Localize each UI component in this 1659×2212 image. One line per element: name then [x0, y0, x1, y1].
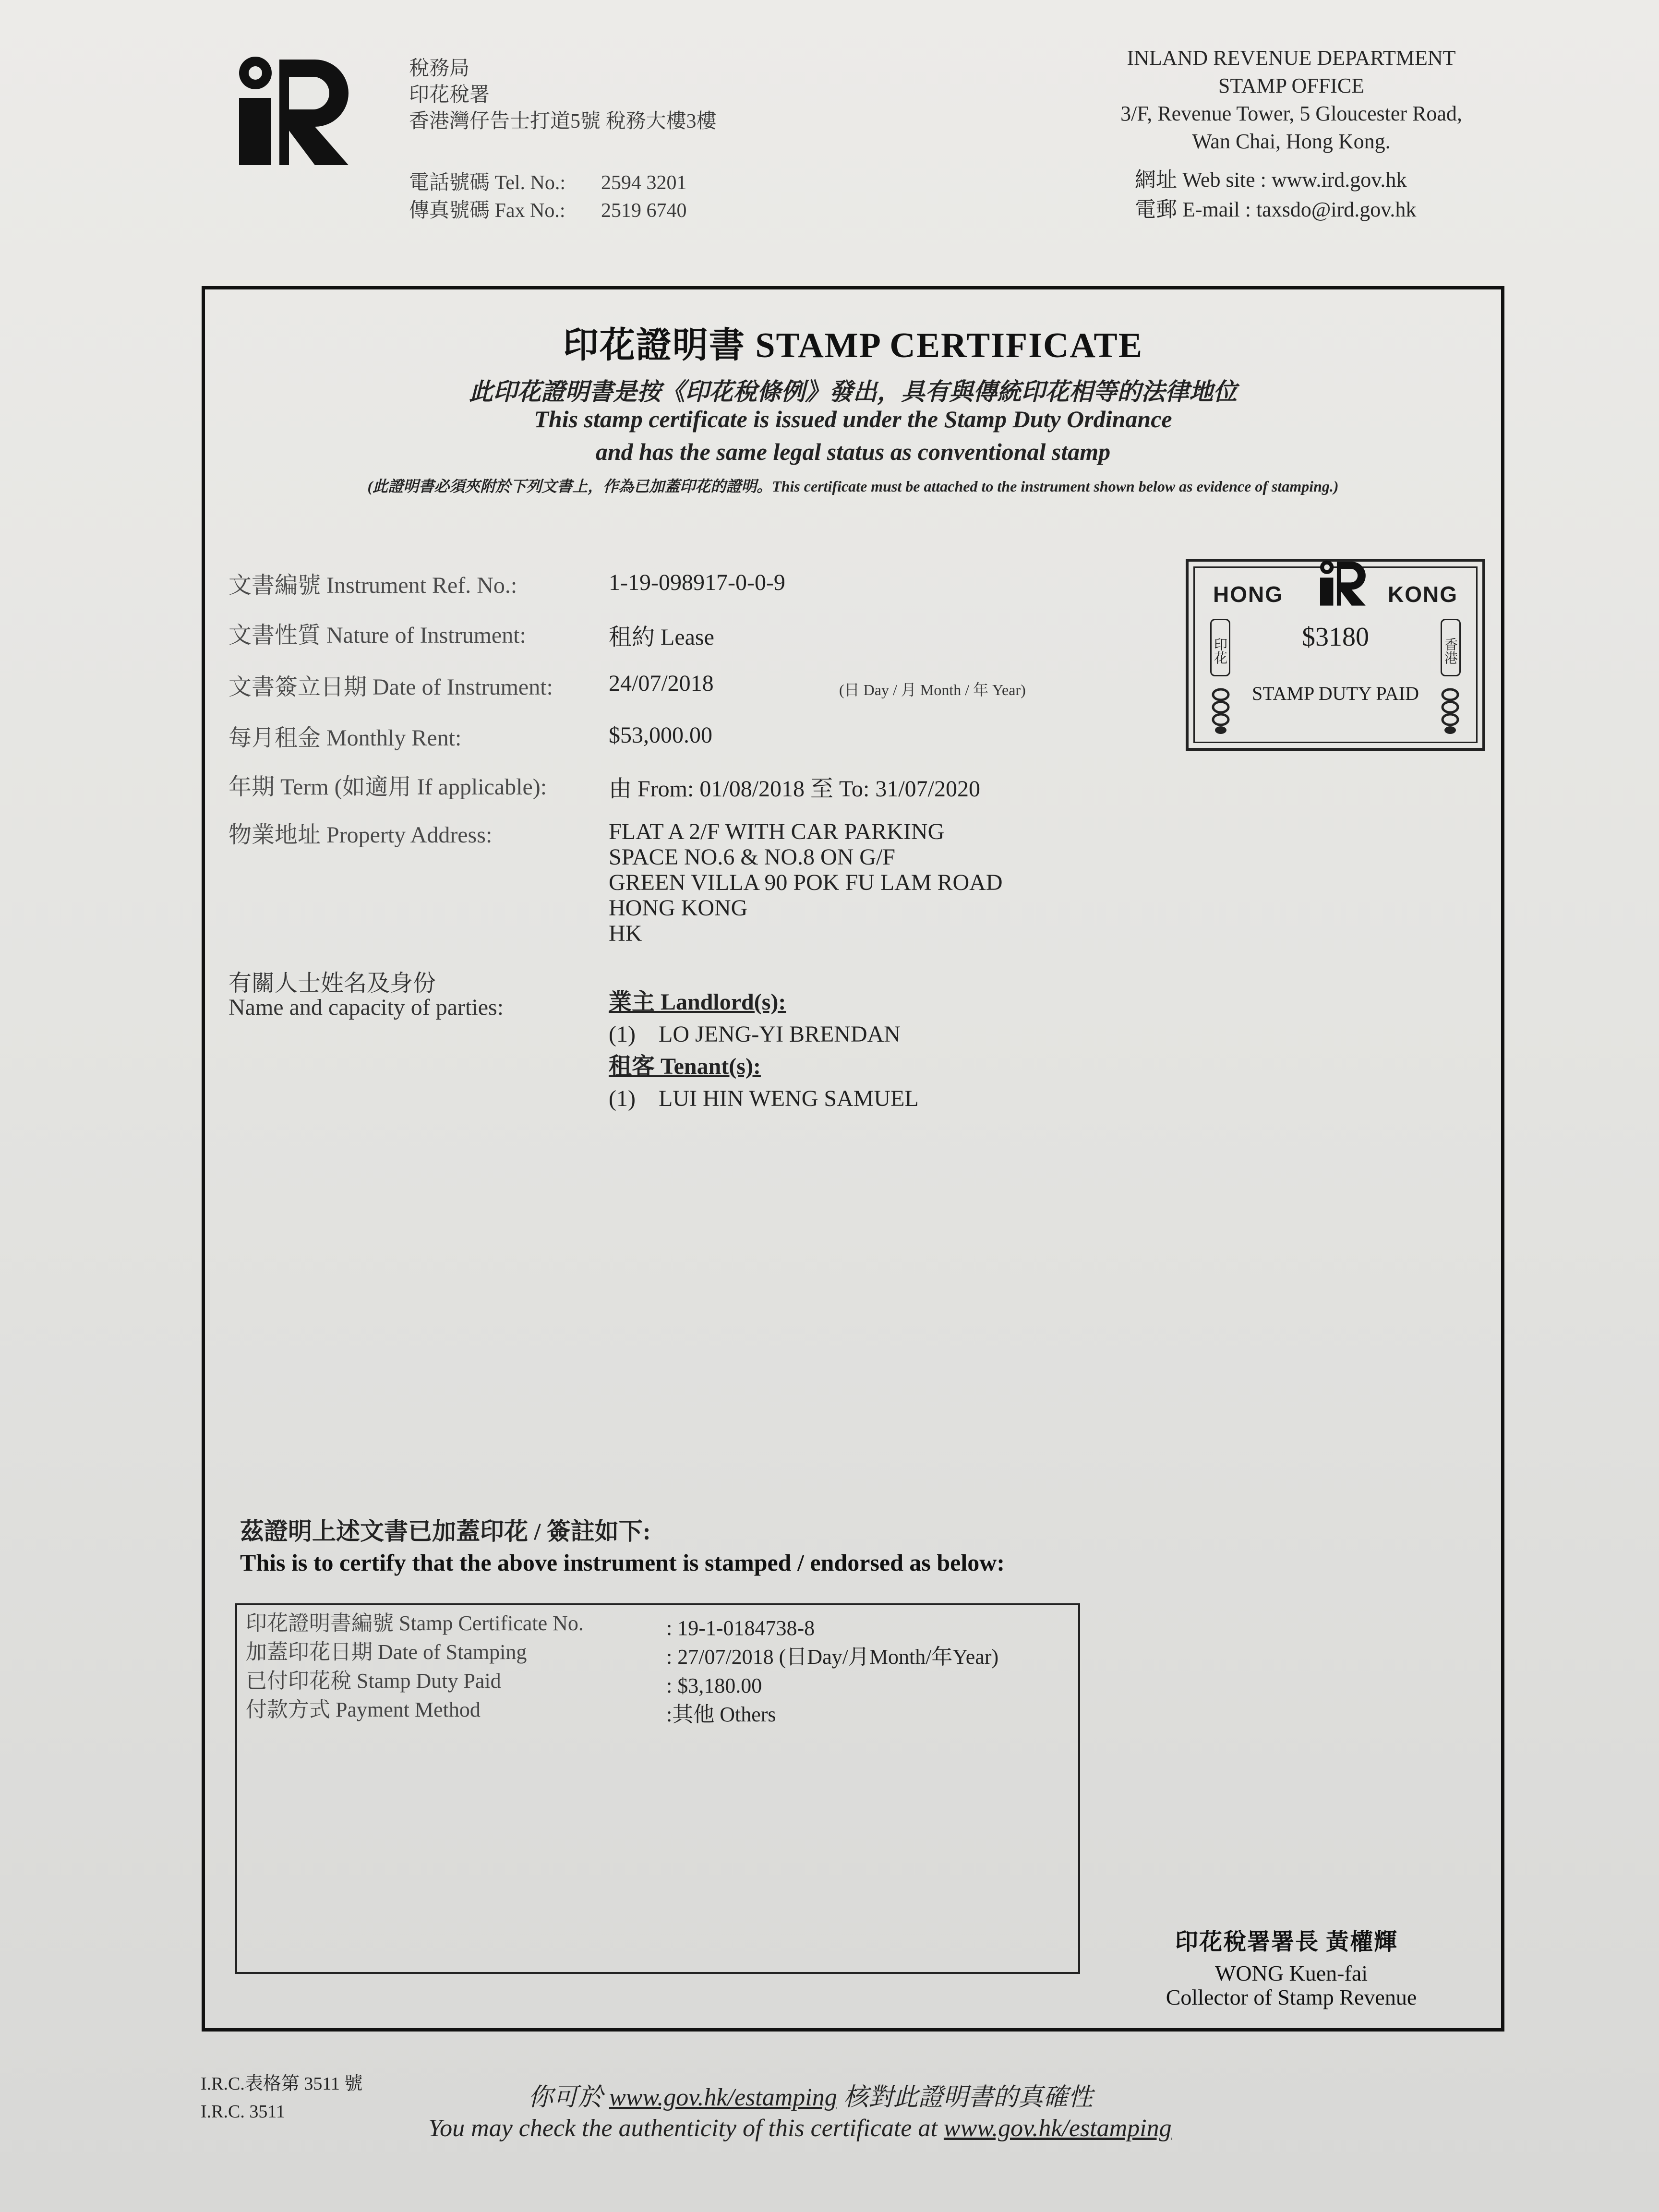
- verify-cn-pre: 你可於: [528, 2084, 610, 2111]
- header-en-line: Wan Chai, Hong Kong.: [1192, 130, 1391, 153]
- signatory-title: Collector of Stamp Revenue: [1166, 1985, 1417, 2009]
- subtitle-cn: 此印花證明書是按《印花稅條例》發出，具有與傳統印花相等的法律地位: [469, 378, 1237, 405]
- stamp-duty-paid-stamp: [1186, 559, 1485, 751]
- signatory-name: WONG Kuen-fai: [1214, 1961, 1368, 1985]
- ird-logo: [233, 54, 353, 169]
- header-cn-address: [409, 56, 717, 135]
- landlord-entry: [609, 1018, 919, 1050]
- stamp-ornament-right: [1441, 688, 1460, 736]
- form-number-cn: I.R.C.表格第 3511 號: [201, 2074, 363, 2094]
- tenant-heading: 租客 Tenant(s):: [609, 1054, 761, 1079]
- landlord-heading: 業主 Landlord(s):: [609, 989, 786, 1015]
- header-en-line: 3/F, Revenue Tower, 5 Gloucester Road,: [1120, 102, 1462, 125]
- fax-value: 2519 6740: [601, 200, 687, 222]
- certify-statement-cn: 茲證明上述文書已加蓋印花 / 簽註如下:: [240, 1518, 651, 1545]
- term-value: 由 From: 01/08/2018 至 To: 31/07/2020: [609, 776, 981, 802]
- parties-label-en: Name and capacity of parties:: [228, 995, 504, 1020]
- form-number-en: I.R.C. 3511: [201, 2102, 285, 2122]
- stamp-paid-text: STAMP DUTY PAID: [1252, 683, 1419, 704]
- header-contact: [409, 169, 687, 225]
- tel-value: 2594 3201: [601, 172, 687, 194]
- ref-label: 文書編號 Instrument Ref. No.:: [228, 573, 517, 598]
- header-en-line: INLAND REVENUE DEPARTMENT: [1127, 46, 1456, 70]
- email: 電郵 E-mail : taxsdo@ird.gov.hk: [1135, 198, 1417, 221]
- certificate-title: 印花證明書 STAMP CERTIFICATE: [563, 326, 1143, 365]
- address-line: SPACE NO.6 & NO.8 ON G/F: [609, 844, 895, 870]
- website: 網址 Web site : www.ird.gov.hk: [1135, 168, 1407, 192]
- estamping-link-en[interactable]: www.gov.hk/estamping: [943, 2115, 1172, 2142]
- address-line: HK: [609, 921, 642, 946]
- stamp-amount: $3180: [1302, 622, 1369, 652]
- subtitle-en-2: and has the same legal status as conventional stamp: [595, 438, 1111, 465]
- tenant-entry: [609, 1082, 919, 1115]
- duty-paid-label: 已付印花稅 Stamp Duty Paid: [246, 1669, 501, 1693]
- nature-label: 文書性質 Nature of Instrument:: [228, 623, 526, 648]
- header-en-line: STAMP OFFICE: [1218, 74, 1365, 97]
- fax-label: 傳真號碼 Fax No.:: [409, 200, 565, 222]
- verify-en-pre: You may check the authenticity of this certificate at: [428, 2115, 944, 2142]
- header-cn-line: 香港灣仔告士打道5號 稅務大樓3樓: [409, 110, 717, 132]
- landlord-number: (1): [609, 1022, 636, 1047]
- signatory-cn: 印花稅署署長 黃權輝: [1175, 1929, 1398, 1955]
- estamping-link-cn[interactable]: www.gov.hk/estamping: [609, 2084, 837, 2111]
- address-label: 物業地址 Property Address:: [228, 822, 493, 848]
- stamp-hong: HONG: [1213, 582, 1283, 607]
- payment-method-value: :其他 Others: [666, 1703, 776, 1726]
- subtitle-en-1: This stamp certificate is issued under the Stamp Duty Ordinance: [534, 406, 1172, 433]
- verify-note-cn: [528, 2077, 1093, 2113]
- attach-note: (此證明書必須夾附於下列文書上，作為已加蓋印花的證明。This certificate must be attached to the instrument shown below as evidence of stamping.): [367, 478, 1339, 495]
- term-label: 年期 Term (如適用 If applicable):: [228, 774, 547, 800]
- ref-value: 1-19-098917-0-0-9: [609, 570, 785, 595]
- duty-paid-value: : $3,180.00: [666, 1674, 762, 1697]
- nature-value: 租約 Lease: [609, 625, 714, 650]
- stamping-date-label: 加蓋印花日期 Date of Stamping: [246, 1640, 527, 1664]
- stamping-labels: [246, 1609, 584, 1724]
- header-cn-line: 印花稅署: [409, 84, 490, 106]
- verify-cn-post: 核對此證明書的真確性: [837, 2084, 1093, 2111]
- header-en-address: [1066, 44, 1517, 156]
- address-line: FLAT A 2/F WITH CAR PARKING: [609, 819, 945, 844]
- payment-method-label: 付款方式 Payment Method: [246, 1698, 481, 1721]
- stamp-kong: KONG: [1388, 582, 1458, 607]
- verify-note-en: [428, 2114, 1172, 2142]
- stamp-cert-no-value: : 19-1-0184738-8: [666, 1616, 815, 1640]
- rent-label: 每月租金 Monthly Rent:: [228, 725, 462, 751]
- certify-statement-en: This is to certify that the above instrument is stamped / endorsed as below:: [240, 1549, 1005, 1576]
- stamp-seal-left: 印花: [1210, 619, 1230, 676]
- form-number: [201, 2070, 362, 2126]
- stamping-date-value: : 27/07/2018 (日Day/月Month/年Year): [666, 1645, 999, 1669]
- date-format-hint: (日 Day / 月 Month / 年 Year): [839, 681, 1026, 698]
- stamp-ornament-left: [1211, 688, 1230, 736]
- stamp-seal-right: 香港: [1441, 619, 1461, 676]
- stamp-ir-logo: [1318, 559, 1368, 607]
- tenant-name: LUI HIN WENG SAMUEL: [659, 1086, 919, 1111]
- header-web-email: [1135, 165, 1416, 225]
- address-line: GREEN VILLA 90 POK FU LAM ROAD: [609, 870, 1003, 895]
- stamping-values: [666, 1614, 998, 1729]
- stamp-cert-no-label: 印花證明書編號 Stamp Certificate No.: [246, 1611, 584, 1635]
- rent-value: $53,000.00: [609, 722, 712, 748]
- parties-label: [228, 972, 504, 1020]
- parties-label-cn: 有關人士姓名及身份: [228, 971, 436, 996]
- parties-list: [609, 986, 919, 1115]
- date-label: 文書簽立日期 Date of Instrument:: [228, 674, 553, 700]
- header-cn-line: 稅務局: [409, 58, 470, 80]
- stamp-inner-border: [1193, 566, 1478, 743]
- signatory-block: [1142, 1961, 1440, 2009]
- property-address: [609, 819, 1002, 946]
- date-value: 24/07/2018: [609, 671, 714, 696]
- address-line: HONG KONG: [609, 895, 748, 921]
- tenant-number: (1): [609, 1086, 636, 1111]
- landlord-name: LO JENG-YI BRENDAN: [659, 1022, 901, 1047]
- tel-label: 電話號碼 Tel. No.:: [409, 172, 566, 194]
